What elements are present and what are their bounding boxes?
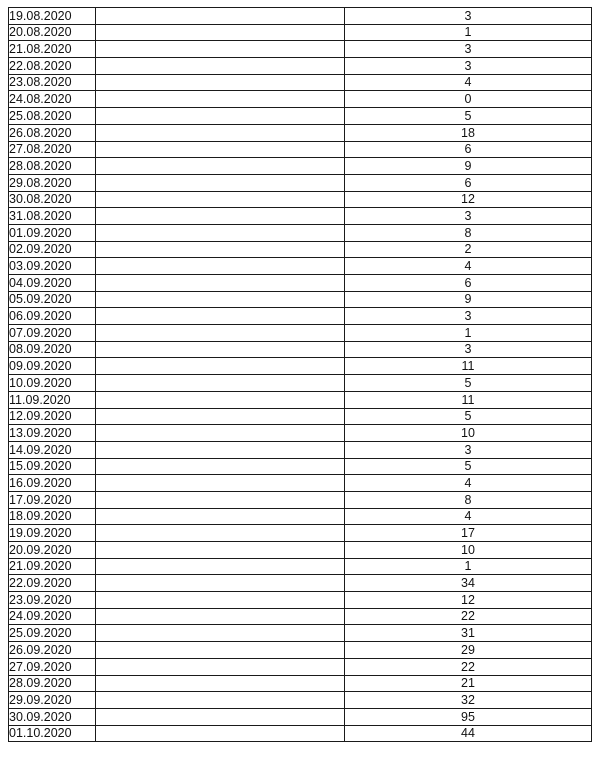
table-row [9, 708, 592, 725]
document-page [8, 7, 592, 765]
date-cell: 28.09.2020 [9, 675, 96, 692]
table-row [9, 224, 592, 241]
count-cell: 1 [345, 24, 592, 41]
table-row [9, 91, 592, 108]
table-row [9, 241, 592, 258]
date-cell: 20.08.2020 [9, 24, 96, 41]
date-cell: 22.08.2020 [9, 58, 96, 75]
count-cell: 5 [345, 458, 592, 475]
count-cell: 5 [345, 408, 592, 425]
table-row [9, 141, 592, 158]
date-cell: 17.09.2020 [9, 491, 96, 508]
count-cell: 22 [345, 658, 592, 675]
date-cell: 07.09.2020 [9, 325, 96, 342]
table-row [9, 475, 592, 492]
table-row [9, 291, 592, 308]
date-cell: 01.09.2020 [9, 224, 96, 241]
date-cell: 23.08.2020 [9, 74, 96, 91]
table-row [9, 41, 592, 58]
empty-cell [96, 558, 345, 575]
date-cell: 08.09.2020 [9, 341, 96, 358]
table-row [9, 508, 592, 525]
empty-cell [96, 542, 345, 559]
count-cell: 2 [345, 241, 592, 258]
table-row [9, 258, 592, 275]
empty-cell [96, 692, 345, 709]
date-cell: 05.09.2020 [9, 291, 96, 308]
count-cell: 1 [345, 558, 592, 575]
empty-cell [96, 258, 345, 275]
count-cell: 9 [345, 158, 592, 175]
date-cell: 28.08.2020 [9, 158, 96, 175]
empty-cell [96, 74, 345, 91]
table-row [9, 458, 592, 475]
count-cell: 95 [345, 708, 592, 725]
date-cell: 02.09.2020 [9, 241, 96, 258]
empty-cell [96, 508, 345, 525]
count-cell: 10 [345, 425, 592, 442]
empty-cell [96, 608, 345, 625]
empty-cell [96, 358, 345, 375]
table-row [9, 375, 592, 392]
empty-cell [96, 158, 345, 175]
empty-cell [96, 224, 345, 241]
count-cell: 3 [345, 8, 592, 25]
empty-cell [96, 24, 345, 41]
date-cell: 09.09.2020 [9, 358, 96, 375]
empty-cell [96, 658, 345, 675]
table-row [9, 108, 592, 125]
table-row [9, 275, 592, 292]
empty-cell [96, 575, 345, 592]
table-row [9, 158, 592, 175]
table-row [9, 558, 592, 575]
date-cell: 24.09.2020 [9, 608, 96, 625]
count-cell: 6 [345, 141, 592, 158]
empty-cell [96, 525, 345, 542]
table-row [9, 58, 592, 75]
count-cell: 3 [345, 41, 592, 58]
count-cell: 11 [345, 358, 592, 375]
count-cell: 4 [345, 508, 592, 525]
date-cell: 04.09.2020 [9, 275, 96, 292]
table-row [9, 542, 592, 559]
empty-cell [96, 592, 345, 609]
empty-cell [96, 8, 345, 25]
empty-cell [96, 441, 345, 458]
date-cell: 11.09.2020 [9, 391, 96, 408]
empty-cell [96, 308, 345, 325]
empty-cell [96, 174, 345, 191]
date-cell: 20.09.2020 [9, 542, 96, 559]
table-row [9, 341, 592, 358]
empty-cell [96, 625, 345, 642]
empty-cell [96, 725, 345, 742]
date-cell: 06.09.2020 [9, 308, 96, 325]
empty-cell [96, 491, 345, 508]
table-row [9, 692, 592, 709]
count-cell: 21 [345, 675, 592, 692]
empty-cell [96, 208, 345, 225]
empty-cell [96, 391, 345, 408]
date-cell: 26.09.2020 [9, 642, 96, 659]
date-cell: 15.09.2020 [9, 458, 96, 475]
date-cell: 30.09.2020 [9, 708, 96, 725]
count-cell: 34 [345, 575, 592, 592]
count-cell: 12 [345, 191, 592, 208]
count-cell: 22 [345, 608, 592, 625]
count-cell: 6 [345, 275, 592, 292]
date-cell: 03.09.2020 [9, 258, 96, 275]
table-row [9, 642, 592, 659]
count-cell: 9 [345, 291, 592, 308]
date-cell: 10.09.2020 [9, 375, 96, 392]
empty-cell [96, 642, 345, 659]
empty-cell [96, 91, 345, 108]
date-cell: 29.09.2020 [9, 692, 96, 709]
count-cell: 3 [345, 341, 592, 358]
date-cell: 21.09.2020 [9, 558, 96, 575]
count-cell: 3 [345, 441, 592, 458]
empty-cell [96, 291, 345, 308]
count-cell: 31 [345, 625, 592, 642]
date-cell: 16.09.2020 [9, 475, 96, 492]
count-cell: 18 [345, 124, 592, 141]
count-cell: 17 [345, 525, 592, 542]
count-cell: 8 [345, 491, 592, 508]
count-cell: 32 [345, 692, 592, 709]
count-cell: 5 [345, 375, 592, 392]
table-row [9, 74, 592, 91]
table-row [9, 24, 592, 41]
empty-cell [96, 58, 345, 75]
empty-cell [96, 458, 345, 475]
empty-cell [96, 675, 345, 692]
empty-cell [96, 408, 345, 425]
table-row [9, 575, 592, 592]
count-cell: 4 [345, 74, 592, 91]
table-row [9, 124, 592, 141]
empty-cell [96, 108, 345, 125]
table-row [9, 675, 592, 692]
empty-cell [96, 241, 345, 258]
table-row [9, 208, 592, 225]
date-cell: 19.09.2020 [9, 525, 96, 542]
empty-cell [96, 275, 345, 292]
table-row [9, 358, 592, 375]
data-table [8, 7, 592, 742]
date-cell: 21.08.2020 [9, 41, 96, 58]
count-cell: 0 [345, 91, 592, 108]
table-row [9, 8, 592, 25]
empty-cell [96, 124, 345, 141]
count-cell: 3 [345, 208, 592, 225]
date-cell: 12.09.2020 [9, 408, 96, 425]
date-cell: 18.09.2020 [9, 508, 96, 525]
table-row [9, 174, 592, 191]
date-cell: 13.09.2020 [9, 425, 96, 442]
date-cell: 22.09.2020 [9, 575, 96, 592]
count-cell: 12 [345, 592, 592, 609]
table-row [9, 491, 592, 508]
date-cell: 30.08.2020 [9, 191, 96, 208]
table-row [9, 425, 592, 442]
date-cell: 19.08.2020 [9, 8, 96, 25]
table-row [9, 658, 592, 675]
date-cell: 24.08.2020 [9, 91, 96, 108]
count-cell: 29 [345, 642, 592, 659]
empty-cell [96, 41, 345, 58]
date-cell: 23.09.2020 [9, 592, 96, 609]
date-cell: 26.08.2020 [9, 124, 96, 141]
table-row [9, 408, 592, 425]
date-cell: 27.09.2020 [9, 658, 96, 675]
empty-cell [96, 708, 345, 725]
date-cell: 25.08.2020 [9, 108, 96, 125]
count-cell: 10 [345, 542, 592, 559]
table-row [9, 725, 592, 742]
date-cell: 31.08.2020 [9, 208, 96, 225]
count-cell: 6 [345, 174, 592, 191]
empty-cell [96, 325, 345, 342]
count-cell: 8 [345, 224, 592, 241]
empty-cell [96, 375, 345, 392]
empty-cell [96, 141, 345, 158]
count-cell: 11 [345, 391, 592, 408]
table-row [9, 391, 592, 408]
table-row [9, 625, 592, 642]
table-row [9, 608, 592, 625]
table-row [9, 191, 592, 208]
date-cell: 01.10.2020 [9, 725, 96, 742]
empty-cell [96, 341, 345, 358]
empty-cell [96, 191, 345, 208]
table-row [9, 525, 592, 542]
empty-cell [96, 475, 345, 492]
table-row [9, 325, 592, 342]
date-cell: 14.09.2020 [9, 441, 96, 458]
date-cell: 27.08.2020 [9, 141, 96, 158]
table-row [9, 592, 592, 609]
table-row [9, 441, 592, 458]
table-body [9, 8, 592, 742]
empty-cell [96, 425, 345, 442]
date-cell: 29.08.2020 [9, 174, 96, 191]
count-cell: 4 [345, 258, 592, 275]
date-cell: 25.09.2020 [9, 625, 96, 642]
count-cell: 4 [345, 475, 592, 492]
count-cell: 3 [345, 58, 592, 75]
table-row [9, 308, 592, 325]
count-cell: 3 [345, 308, 592, 325]
count-cell: 44 [345, 725, 592, 742]
count-cell: 1 [345, 325, 592, 342]
count-cell: 5 [345, 108, 592, 125]
